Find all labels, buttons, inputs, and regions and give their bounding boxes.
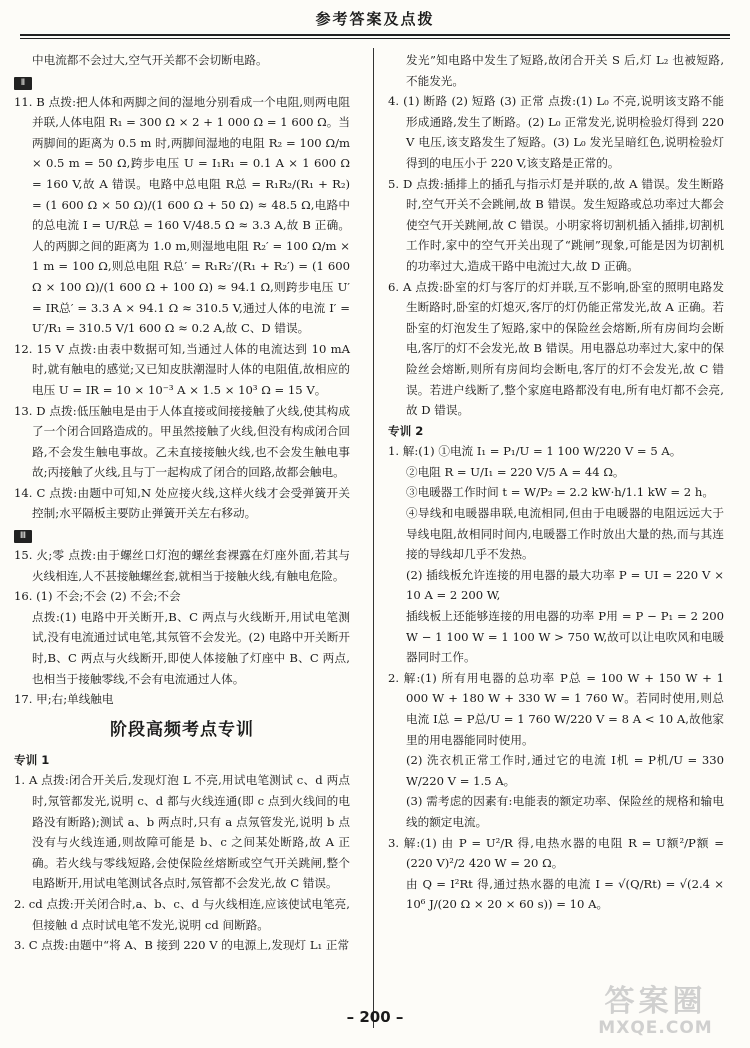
answer-item: [14, 586, 350, 607]
subsection-title: 专训 2: [388, 423, 424, 438]
answer-item: [388, 606, 724, 668]
answer-item: [388, 750, 724, 791]
answer-item: [14, 483, 350, 524]
answer-text: 6. A 点拨:卧室的灯与客厅的灯并联,互不影响,卧室的照明电路发生断路时,卧室的灯熄灭,客厅的灯仍能正常发光,故 A 正确。若卧室的灯泡发生了短路,家中的保险丝会熔断,所有房间均会断电,客厅的灯不会发光,故 B 错误。用电器总功率过大,家中的保险丝会熔断,则所有房间均会断电,客厅的灯不会发光,故 C 错误。若进户线断了,整个家庭电路都没有电,所有电灯都不会亮,故 D 错误。: [388, 279, 724, 418]
watermark-logo: [583, 986, 728, 1042]
answer-item: [14, 50, 350, 71]
answer-text: 由 Q = I²Rt 得,通过热水器的电流 I = √(Q/Rt) = √(2.4 × 10⁶ J/(20 Ω × 20 × 60 s)) = 10 A。: [406, 876, 724, 912]
answer-item: [388, 462, 724, 483]
left-answers: [14, 50, 350, 710]
answer-text: 1. 解:(1) ①电流 I₁ = P₁/U = 1 100 W/220 V = 5 A。: [388, 444, 682, 459]
answer-text: 2. cd 点拨:开关闭合时,a、b、c、d 与火线相连,应该使试电笔亮,但接触 d 点时试电笔不发光,说明 cd 间断路。: [14, 896, 350, 932]
answer-text: 5. D 点拨:插排上的插孔与指示灯是并联的,故 A 错误。发生断路时,空气开关不会跳闸,故 B 错误。发生短路或总功率过大都会使空气开关跳闸,故 C 错误。小明家将切割机插入插排,切割机工作时,家中的空气开关出现了“跳闸”现象,可能是因为切割机的功率过大,造成干路中电流过大,故 D 正确。: [388, 176, 724, 273]
answer-text: 14. C 点拨:由题中可知,N 处应接火线,这样火线才会受弹簧开关控制;水平隔板主要防止弹簧开关左右移动。: [14, 485, 350, 521]
section-badge-label: Ⅲ: [14, 530, 32, 543]
page-header: [0, 8, 750, 34]
answer-item: [14, 607, 350, 689]
answer-text: ④导线和电暖器串联,电流相同,但由于电暖器的电阻远远大于导线电阻,故相同时间内,电暖器工作时放出大量的热,而与其连接的导线却几乎不发热。: [406, 506, 724, 562]
answer-item: [14, 545, 350, 586]
answer-item: [14, 894, 350, 935]
answer-text: 17. 甲;右;单线触电: [14, 692, 114, 707]
answer-text: 2. 解:(1) 所有用电器的总功率 P总 = 100 W + 150 W + 1 000 W + 180 W + 330 W = 1 760 W。若同时使用,则总电流 I总 = P总/U = 1 760 W/220 V = 8 A < 10 A,故他家里的用电器能同时使用。: [388, 670, 724, 747]
section-badge: [14, 524, 350, 545]
answer-text: 点拨:(1) 电路中开关断开,B、C 两点与火线断开,用试电笔测试,没有电流通过试电笔,其氖管不会发光。(2) 电路中开关断开时,B、C 两点与火线断开,即使人体接触了灯座中 B、C 两点,也相当于接触零线,不会有电流通过人体。: [32, 609, 350, 686]
answer-text: 发光”知电路中发生了短路,故闭合开关 S 后,灯 L₂ 也被短路,不能发光。: [406, 53, 724, 88]
answer-item: [388, 503, 724, 565]
section-title: 阶段高频考点专训: [110, 719, 254, 740]
answer-text: 插线板上还能够连接的用电器的功率 P用 = P − P₁ = 2 200 W − 1 100 W = 1 100 W > 750 W,故可以让电吹风和电暖器同时工作。: [406, 609, 724, 665]
header-rule: [20, 34, 730, 36]
answer-item: [388, 50, 724, 91]
right-answers: [388, 50, 724, 421]
answer-text: 16. (1) 不会;不会 (2) 不会;不会: [14, 589, 181, 604]
answer-text: 3. C 点拨:由题中“将 A、B 接到 220 V 的电源上,发现灯 L₁ 正常: [14, 938, 350, 953]
answer-item: [388, 565, 724, 606]
answer-text: 3. 解:(1) 由 P = U²/R 得,电热水器的电阻 R = U额²/P额 = (220 V)²/2 420 W = 20 Ω。: [388, 835, 724, 871]
answer-item: [388, 668, 724, 750]
answer-text: ②电阻 R = U/I₁ = 220 V/5 A = 44 Ω。: [406, 464, 625, 479]
section-badge-label: Ⅱ: [14, 77, 32, 90]
watermark-url: MXQE.COM: [598, 1018, 713, 1038]
answer-text: (2) 插线板允许连接的用电器的最大功率 P = UI = 220 V × 10 A = 2 200 W,: [406, 567, 724, 603]
answer-item: [14, 689, 350, 710]
answer-item: [14, 935, 350, 956]
answer-item: [388, 441, 724, 462]
answer-item: [388, 791, 724, 832]
page-number: – 200 –: [346, 1008, 404, 1026]
answer-text: 中电流都不会过大,空气开关都不会切断电路。: [32, 53, 268, 67]
answer-item: [388, 482, 724, 503]
left-column: [14, 50, 350, 956]
answer-item: [14, 339, 350, 401]
watermark-text: 答案圈: [604, 984, 707, 1019]
right-column: [388, 50, 724, 915]
section-badge: [14, 71, 350, 92]
answer-text: 4. (1) 断路 (2) 短路 (3) 正常 点拨:(1) L₀ 不亮,说明该支路不能形成通路,发生了断路。(2) L₀ 正常发光,说明检验灯得到 220 V 电压,该支路发生了短路。(3) L₀ 发光呈暗红色,说明检验灯得到的电压小于 220 V,该支路是正常的。: [388, 94, 724, 170]
answer-text: (2) 洗衣机正常工作时,通过它的电流 I机 = P机/U = 330 W/220 V = 1.5 A。: [406, 753, 724, 788]
answer-text: ③电暖器工作时间 t = W/P₂ = 2.2 kW·h/1.1 kW = 2 h。: [406, 485, 714, 500]
answer-text: 11. B 点拨:把人体和两脚之间的湿地分别看成一个电阻,则两电阻并联,人体电阻 R₁ = 300 Ω × 2 + 1 000 Ω = 1 600 Ω。当两脚间的距离为 0.5 m 时,两脚间湿地的电阻 R₂ = 100 Ω/m × 0.5 m = 50 Ω,跨步电压 U = I₁R₁ = 0.1 A × 1 600 Ω = 160 V,故 A 错误。电路中总电阻 R总 = R₁R₂/(R₁ + R₂) = (1 600 Ω × 50 Ω)/(1 600 Ω + 50 Ω) ≈ 48.5 Ω,电路中的总电流 I = U/R总 = 160 V/48.5 Ω ≈ 3.3 A,故 B 正确。人的两脚之间的距离为 1.0 m,则湿地电阻 R₂′ = 100 Ω/m × 1 m = 100 Ω,则总电阻 R总′ = R₁R₂′/(R₁ + R₂′) = (1 600 Ω × 100 Ω)/(1 600 Ω + 100 Ω) ≈ 94.1 Ω,则跨步电压 U′ = IR总′ = 3.3 A × 94.1 Ω ≈ 310.5 V,通过人体的电流 I′ = U′/R₁ = 310.5 V/1 600 Ω ≈ 0.2 A,故 C、D 错误。: [14, 94, 350, 336]
left-answers-training: [14, 770, 350, 955]
header-rule-thin: [20, 38, 730, 39]
column-divider: [373, 48, 374, 1028]
answer-item: [14, 770, 350, 894]
subsection-title: 专训 1: [14, 752, 50, 767]
header-title: 参考答案及点拨: [315, 10, 435, 28]
answer-item: [388, 833, 724, 874]
answer-text: 1. A 点拨:闭合开关后,发现灯泡 L 不亮,用试电笔测试 c、d 两点时,氖管都发光,说明 c、d 都与火线连通(即 c 点到火线间的电路没有断路);测试 a、b 两点时,只有 a 点氖管发光,说明 b 点没有与火线连通,则故障可能是 b、c 之间某处断路,故 A 正确。若火线与零线短路,会使保险丝熔断或空气开关跳闸,整个电路断开,用试电笔测试各点时,氖管都不会发光,故 C 错误。: [14, 773, 350, 891]
answer-item: [14, 92, 350, 339]
answer-text: 13. D 点拨:低压触电是由于人体直接或间接接触了火线,使其构成了一个闭合回路造成的。甲虽然接触了火线,但没有构成闭合回路,不会发生触电事故。乙未直接接触火线,也不会发生触电事故;丙接触了火线,且与丁一起构成了闭合的回路,故都会触电。: [14, 403, 350, 480]
answer-text: (3) 需考虑的因素有:电能表的额定功率、保险丝的规格和输电线的额定电流。: [406, 794, 724, 829]
answer-item: [388, 874, 724, 915]
answer-item: [388, 174, 724, 277]
answer-item: [388, 91, 724, 173]
answer-text: 15. 火;零 点拨:由于螺丝口灯泡的螺丝套裸露在灯座外面,若其与火线相连,人不甚接触螺丝套,就相当于接触火线,有触电危险。: [14, 548, 350, 583]
right-answers-training: [388, 441, 724, 915]
answer-item: [14, 401, 350, 483]
answer-item: [388, 277, 724, 421]
answer-text: 12. 15 V 点拨:由表中数据可知,当通过人体的电流达到 10 mA 时,就有触电的感觉;又已知皮肤潮湿时人体的电阻值,故相应的电压 U = IR = 10 × 10⁻³ A × 1.5 × 10³ Ω = 15 V。: [14, 341, 350, 397]
